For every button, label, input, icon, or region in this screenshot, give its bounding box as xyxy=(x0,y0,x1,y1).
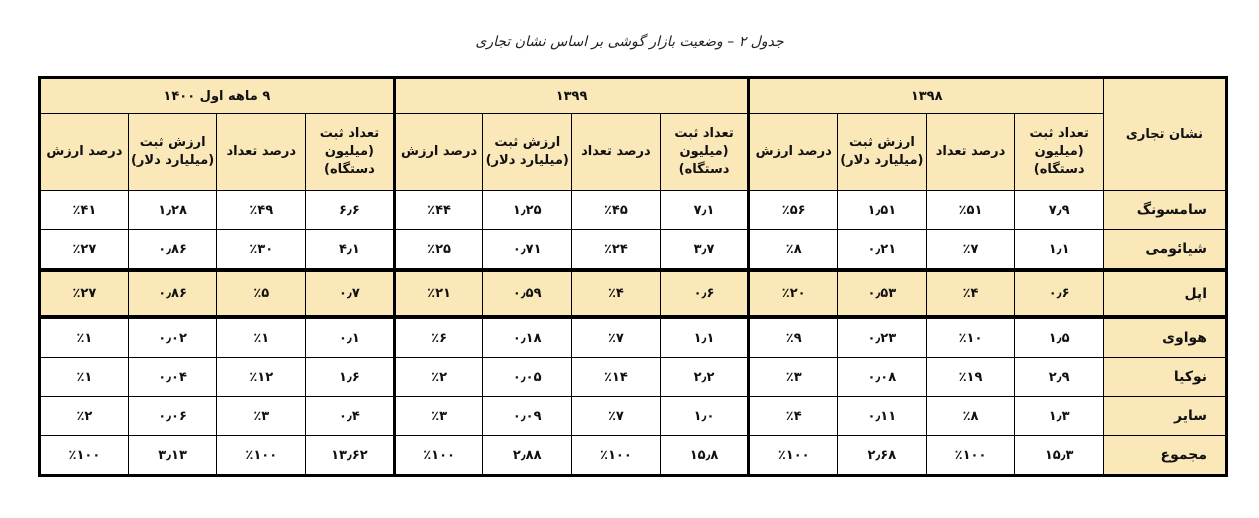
value-cell: ٪۵۶ xyxy=(749,191,838,230)
value-cell: ۷٫۱ xyxy=(660,191,749,230)
value-cell: ٪۸ xyxy=(749,230,838,271)
value-cell: ۲٫۹ xyxy=(1015,358,1104,397)
subheader-value: ارزش ثبت (میلیارد دلار) xyxy=(483,114,572,191)
value-cell: ٪۲۰ xyxy=(749,270,838,317)
value-cell: ٪۳ xyxy=(217,397,306,436)
subheader-count: تعداد ثبت (میلیون دستگاه) xyxy=(306,114,395,191)
value-cell: ٪۴۹ xyxy=(217,191,306,230)
value-cell: ٪۱۰۰ xyxy=(394,436,483,476)
subheader-count-pct: درصد تعداد xyxy=(217,114,306,191)
table-row xyxy=(40,397,1227,436)
brand-cell: هواوی xyxy=(1104,317,1227,358)
value-cell: ۰٫۰۶ xyxy=(128,397,217,436)
value-cell: ٪۱۰۰ xyxy=(926,436,1015,476)
subheader-count: تعداد ثبت (میلیون دستگاه) xyxy=(1015,114,1104,191)
value-cell: ٪۱۰۰ xyxy=(217,436,306,476)
table-row xyxy=(40,317,1227,358)
value-cell: ٪۲۷ xyxy=(40,270,129,317)
table-body xyxy=(40,191,1227,476)
brand-header: نشان تجاری xyxy=(1104,78,1227,191)
value-cell: ۲٫۸۸ xyxy=(483,436,572,476)
value-cell: ۱٫۵ xyxy=(1015,317,1104,358)
value-cell: ۱۳٫۶۲ xyxy=(306,436,395,476)
value-cell: ۰٫۱۸ xyxy=(483,317,572,358)
value-cell: ۰٫۷۱ xyxy=(483,230,572,271)
value-cell: ۰٫۷ xyxy=(306,270,395,317)
value-cell: ٪۶ xyxy=(394,317,483,358)
value-cell: ٪۲۷ xyxy=(40,230,129,271)
brand-cell: مجموع xyxy=(1104,436,1227,476)
value-cell: ٪۱۴ xyxy=(572,358,661,397)
subheader-count-pct: درصد تعداد xyxy=(926,114,1015,191)
value-cell: ۱٫۱ xyxy=(1015,230,1104,271)
subheader-value: ارزش ثبت (میلیارد دلار) xyxy=(838,114,927,191)
value-cell: ٪۷ xyxy=(572,317,661,358)
value-cell: ۱۵٫۸ xyxy=(660,436,749,476)
subheader-count-pct: درصد تعداد xyxy=(572,114,661,191)
value-cell: ۳٫۱۳ xyxy=(128,436,217,476)
table-row xyxy=(40,270,1227,317)
value-cell: ۲٫۲ xyxy=(660,358,749,397)
table-row xyxy=(40,358,1227,397)
sub-header-row xyxy=(40,114,1227,191)
value-cell: ٪۱۹ xyxy=(926,358,1015,397)
value-cell: ۰٫۵۳ xyxy=(838,270,927,317)
value-cell: ٪۵ xyxy=(217,270,306,317)
value-cell: ٪۸ xyxy=(926,397,1015,436)
value-cell: ٪۱۰۰ xyxy=(749,436,838,476)
value-cell: ٪۹ xyxy=(749,317,838,358)
value-cell: ٪۴۱ xyxy=(40,191,129,230)
value-cell: ٪۱۲ xyxy=(217,358,306,397)
value-cell: ۰٫۸۶ xyxy=(128,270,217,317)
value-cell: ٪۳ xyxy=(749,358,838,397)
value-cell: ٪۳۰ xyxy=(217,230,306,271)
value-cell: ٪۲ xyxy=(394,358,483,397)
value-cell: ۰٫۵۹ xyxy=(483,270,572,317)
market-table xyxy=(38,76,1228,477)
table-row xyxy=(40,230,1227,271)
value-cell: ٪۲۴ xyxy=(572,230,661,271)
value-cell: ۰٫۲۱ xyxy=(838,230,927,271)
value-cell: ٪۴ xyxy=(749,397,838,436)
table-row xyxy=(40,436,1227,476)
value-cell: ۲٫۶۸ xyxy=(838,436,927,476)
value-cell: ۰٫۶ xyxy=(1015,270,1104,317)
year-header-row xyxy=(40,78,1227,114)
subheader-value-pct: درصد ارزش xyxy=(394,114,483,191)
table-caption: جدول ۲ – وضعیت بازار گوشی بر اساس نشان تجاری xyxy=(475,34,784,50)
value-cell: ۶٫۶ xyxy=(306,191,395,230)
value-cell: ٪۴ xyxy=(572,270,661,317)
year-header-1398: ۱۳۹۸ xyxy=(749,78,1104,114)
year-header-1400: ۹ ماهه اول ۱۴۰۰ xyxy=(40,78,395,114)
subheader-count: تعداد ثبت (میلیون دستگاه) xyxy=(660,114,749,191)
value-cell: ۳٫۷ xyxy=(660,230,749,271)
value-cell: ٪۱۰ xyxy=(926,317,1015,358)
year-header-1399: ۱۳۹۹ xyxy=(394,78,749,114)
subheader-value: ارزش ثبت (میلیارد دلار) xyxy=(128,114,217,191)
value-cell: ٪۳ xyxy=(394,397,483,436)
value-cell: ٪۱ xyxy=(40,358,129,397)
value-cell: ۰٫۰۵ xyxy=(483,358,572,397)
value-cell: ٪۲ xyxy=(40,397,129,436)
value-cell: ٪۴ xyxy=(926,270,1015,317)
value-cell: ٪۴۵ xyxy=(572,191,661,230)
value-cell: ٪۱ xyxy=(217,317,306,358)
value-cell: ٪۲۱ xyxy=(394,270,483,317)
subheader-value-pct: درصد ارزش xyxy=(749,114,838,191)
value-cell: ۱٫۲۵ xyxy=(483,191,572,230)
brand-cell: اپل xyxy=(1104,270,1227,317)
value-cell: ٪۴۴ xyxy=(394,191,483,230)
value-cell: ۰٫۱۱ xyxy=(838,397,927,436)
subheader-value-pct: درصد ارزش xyxy=(40,114,129,191)
value-cell: ٪۲۵ xyxy=(394,230,483,271)
value-cell: ۱۵٫۳ xyxy=(1015,436,1104,476)
value-cell: ۰٫۰۹ xyxy=(483,397,572,436)
value-cell: ٪۷ xyxy=(926,230,1015,271)
brand-cell: سایر xyxy=(1104,397,1227,436)
value-cell: ٪۱۰۰ xyxy=(40,436,129,476)
brand-cell: سامسونگ xyxy=(1104,191,1227,230)
value-cell: ۱٫۶ xyxy=(306,358,395,397)
value-cell: ۰٫۱ xyxy=(306,317,395,358)
value-cell: ۰٫۴ xyxy=(306,397,395,436)
brand-cell: نوکیا xyxy=(1104,358,1227,397)
value-cell: ۱٫۲۸ xyxy=(128,191,217,230)
value-cell: ۱٫۱ xyxy=(660,317,749,358)
value-cell: ٪۱۰۰ xyxy=(572,436,661,476)
value-cell: ۷٫۹ xyxy=(1015,191,1104,230)
value-cell: ۰٫۲۳ xyxy=(838,317,927,358)
value-cell: ٪۷ xyxy=(572,397,661,436)
brand-cell: شیائومی xyxy=(1104,230,1227,271)
value-cell: ۴٫۱ xyxy=(306,230,395,271)
value-cell: ٪۵۱ xyxy=(926,191,1015,230)
table-row xyxy=(40,191,1227,230)
value-cell: ٪۱ xyxy=(40,317,129,358)
value-cell: ۰٫۰۲ xyxy=(128,317,217,358)
value-cell: ۰٫۰۴ xyxy=(128,358,217,397)
value-cell: ۰٫۸۶ xyxy=(128,230,217,271)
value-cell: ۰٫۶ xyxy=(660,270,749,317)
value-cell: ۱٫۰ xyxy=(660,397,749,436)
value-cell: ۱٫۳ xyxy=(1015,397,1104,436)
value-cell: ۱٫۵۱ xyxy=(838,191,927,230)
value-cell: ۰٫۰۸ xyxy=(838,358,927,397)
